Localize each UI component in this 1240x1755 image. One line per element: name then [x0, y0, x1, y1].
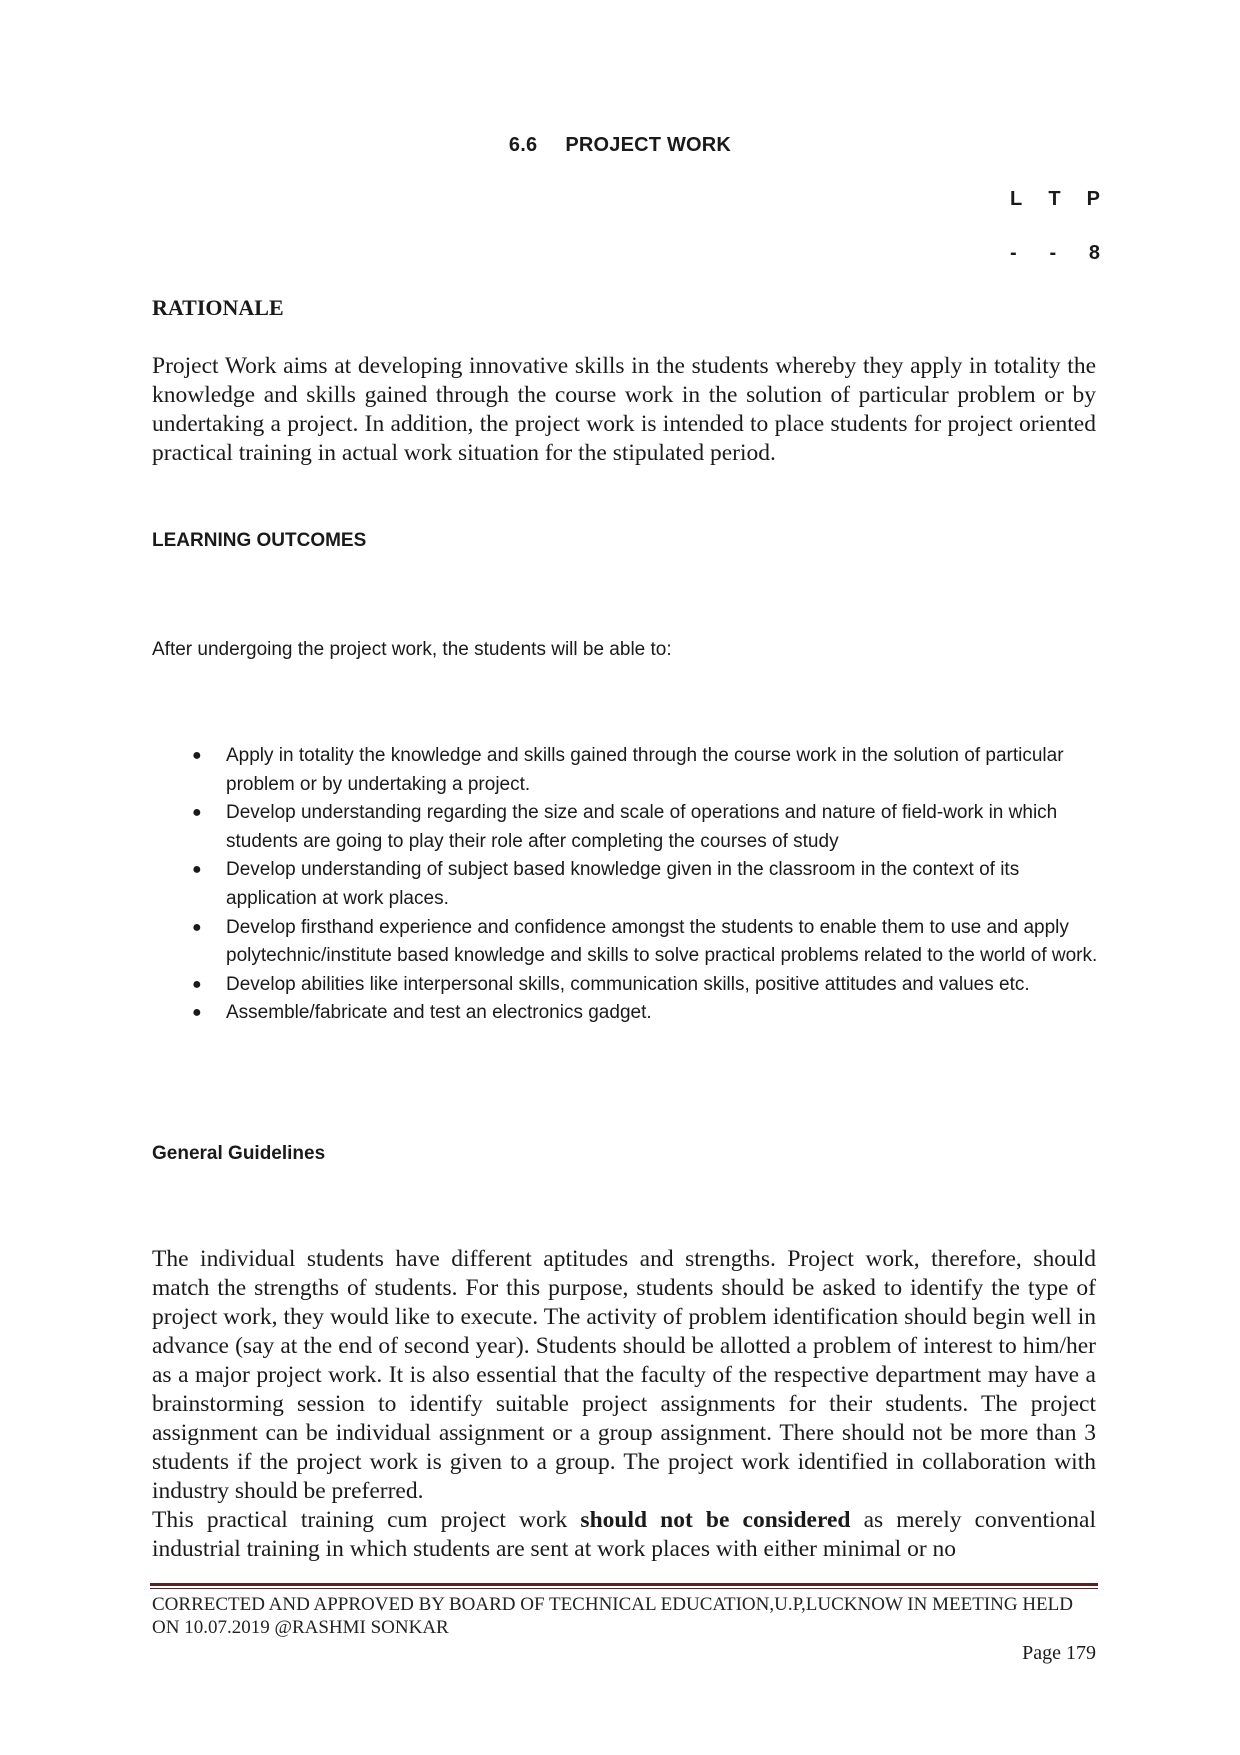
list-item-text: Assemble/fabricate and test an electronics gadget. [226, 1002, 652, 1024]
list-item-text: Develop understanding of subject based knowledge given in the classroom in the context of its application at work places. [226, 859, 1020, 909]
footer-divider-thin [150, 1588, 1098, 1589]
section-number: 6.6 [508, 134, 538, 156]
bullet-icon: ● [192, 975, 202, 993]
footer-divider [150, 1583, 1098, 1586]
ltp-value-t: - [1049, 242, 1057, 264]
footer-approval-note: CORRECTED AND APPROVED BY BOARD OF TECHNICAL EDUCATION,U.P,LUCKNOW IN MEETING HELD ON 10.07.2019 @RASHMI SONKAR [152, 1594, 1073, 1638]
ltp-value-l: - [1010, 242, 1017, 264]
list-item-text: Develop understanding regarding the size and scale of operations and nature of field-work in which students are going to play their role after completing the courses of study [226, 802, 1058, 852]
learning-outcomes-heading: LEARNING OUTCOMES [152, 530, 367, 551]
ltp-header-p: P [1086, 188, 1100, 210]
ltp-header [1010, 188, 1100, 211]
section-title-text: PROJECT WORK [565, 134, 732, 156]
rationale-paragraph: Project Work aims at developing innovative skills in the students whereby they apply in totality the knowledge and skills gained through the course work in the solution of particular problem or by undertaking a project. In addition, the project work is intended to place students for project oriented practical training in actual work situation for the stipulated period. [152, 353, 1096, 466]
bullet-icon: ● [192, 747, 202, 764]
page-number: Page 179 [1022, 1642, 1096, 1664]
bullet-icon: ● [192, 918, 202, 936]
ltp-header-l: L [1010, 188, 1023, 210]
guidelines-p2-start: This practical training cum project work [152, 1507, 581, 1533]
general-guidelines-heading: General Guidelines [152, 1143, 326, 1164]
guidelines-p2-end: as merely conventional industrial training in which students are sent at work places with either minimal or no [152, 1507, 1096, 1562]
list-item-text: Apply in totality the knowledge and skills gained through the course work in the solution of particular problem or by undertaking a project. [226, 745, 1064, 795]
guidelines-body [152, 1245, 1096, 1564]
learning-outcomes-intro: After undergoing the project work, the students will be able to: [152, 639, 672, 660]
bullet-icon: ● [192, 861, 202, 879]
ltp-header-t: T [1048, 188, 1061, 210]
guidelines-paragraph-2 [152, 1506, 1096, 1564]
list-item-text: Develop abilities like interpersonal skills, communication skills, positive attitudes and values etc. [226, 973, 1030, 995]
learning-outcomes-list [152, 742, 1102, 1028]
list-item [152, 914, 1102, 971]
list-item [152, 856, 1102, 913]
ltp-values [1010, 242, 1100, 265]
guidelines-paragraph-1: The individual students have different aptitudes and strengths. Project work, therefore, should match the strengths of students. For this purpose, students should be asked to identify the type of project work, they would like to execute. The activity of problem identification should begin well in advance (say at the end of second year). Students should be allotted a problem of interest to him/her as a major project work. It is also essential that the faculty of the respective department may have a brainstorming session to identify suitable project assignments for their students. The project assignment can be individual assignment or a group assignment. There should not be more than 3 students if the project work is given to a group. The project work identified in collaboration with industry should be preferred. [152, 1246, 1096, 1504]
bullet-icon: ● [192, 804, 202, 822]
list-item [152, 799, 1102, 856]
list-item-text: Develop firsthand experience and confidence amongst the students to enable them to use and apply polytechnic/institute based knowledge and skills to solve practical problems related to the world of work. [226, 916, 1098, 967]
list-item [152, 971, 1102, 1000]
list-item [152, 742, 1102, 799]
bullet-icon: ● [192, 1004, 202, 1022]
rationale-heading: RATIONALE [152, 295, 284, 320]
section-title [0, 134, 1240, 157]
guidelines-p2-emphasis: should not be considered [580, 1507, 851, 1533]
ltp-value-p: 8 [1088, 242, 1100, 264]
list-item [152, 999, 1102, 1028]
